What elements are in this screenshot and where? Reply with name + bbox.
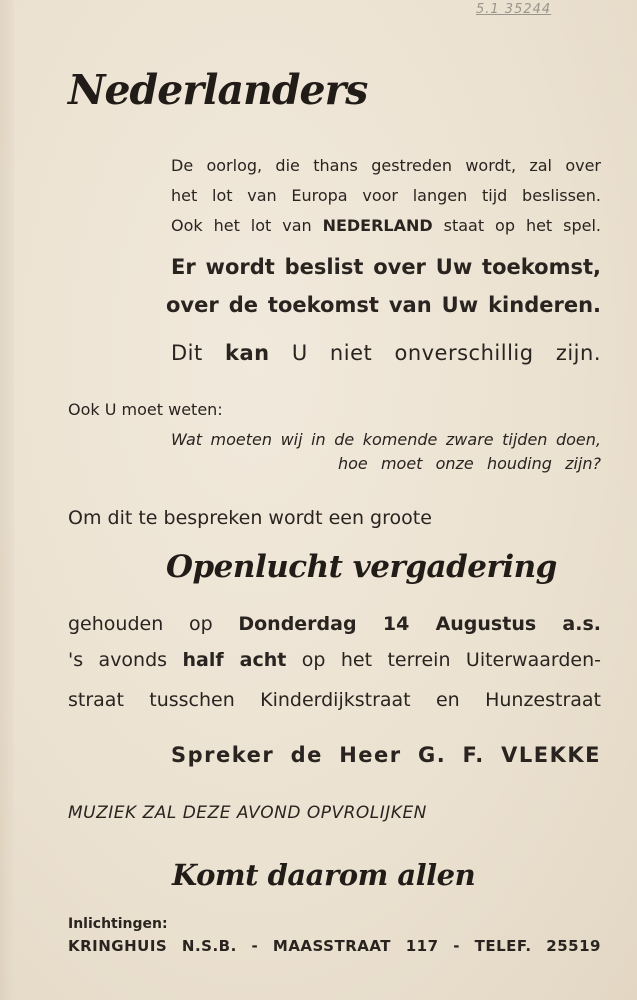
- event-title: Openlucht vergadering: [166, 549, 557, 585]
- emphasis-line-2: over de toekomst van Uw kinderen.: [166, 293, 601, 317]
- poster-heading: Nederlanders: [68, 66, 368, 114]
- details-line-1: [68, 613, 601, 635]
- details-line-2-post: op het terrein Uiterwaarden-: [286, 649, 602, 671]
- paper-fold: [0, 0, 14, 1000]
- info-contact: KRINGHUIS N.S.B. - MAASSTRAAT 117 - TELEF. 25519: [68, 937, 601, 955]
- speaker-line: Spreker de Heer G. F. VLEKKE: [171, 743, 601, 767]
- details-line-2-pre: 's avonds: [68, 649, 183, 671]
- announce-line: Om dit te bespreken wordt een groote: [68, 507, 432, 529]
- intro-line-3-bold: NEDERLAND: [322, 216, 433, 235]
- concern-pre: Dit: [171, 341, 225, 365]
- intro-line-3-post: staat op het spel.: [432, 216, 601, 235]
- music-line: MUZIEK ZAL DEZE AVOND OPVROLIJKEN: [68, 803, 427, 823]
- question-lead: Ook U moet weten:: [68, 400, 223, 419]
- details-line-2: [68, 649, 601, 671]
- intro-line-1: De oorlog, die thans gestreden wordt, zal over: [171, 156, 601, 175]
- intro-line-2: het lot van Europa voor langen tijd beslissen.: [171, 186, 601, 205]
- concern-line: [171, 341, 601, 365]
- question-line-2: hoe moet onze houding zijn?: [338, 454, 601, 473]
- concern-bold: kan: [224, 341, 270, 365]
- details-time: half acht: [182, 649, 287, 671]
- details-line-1-pre: gehouden op: [68, 613, 239, 635]
- intro-line-3: [171, 211, 601, 241]
- closing-line: Komt daarom allen: [172, 858, 476, 892]
- details-date: Donderdag 14 Augustus a.s.: [238, 613, 601, 635]
- archive-mark: 5.1 35244: [476, 2, 552, 17]
- emphasis-line-1: Er wordt beslist over Uw toekomst,: [171, 255, 601, 279]
- question-line-1: Wat moeten wij in de komende zware tijden doen,: [171, 430, 601, 449]
- intro-line-3-pre: Ook het lot van: [171, 216, 323, 235]
- concern-post: U niet onverschillig zijn.: [269, 341, 601, 365]
- details-line-3: straat tusschen Kinderdijkstraat en Hunzestraat: [68, 689, 601, 711]
- info-label: Inlichtingen:: [68, 916, 168, 932]
